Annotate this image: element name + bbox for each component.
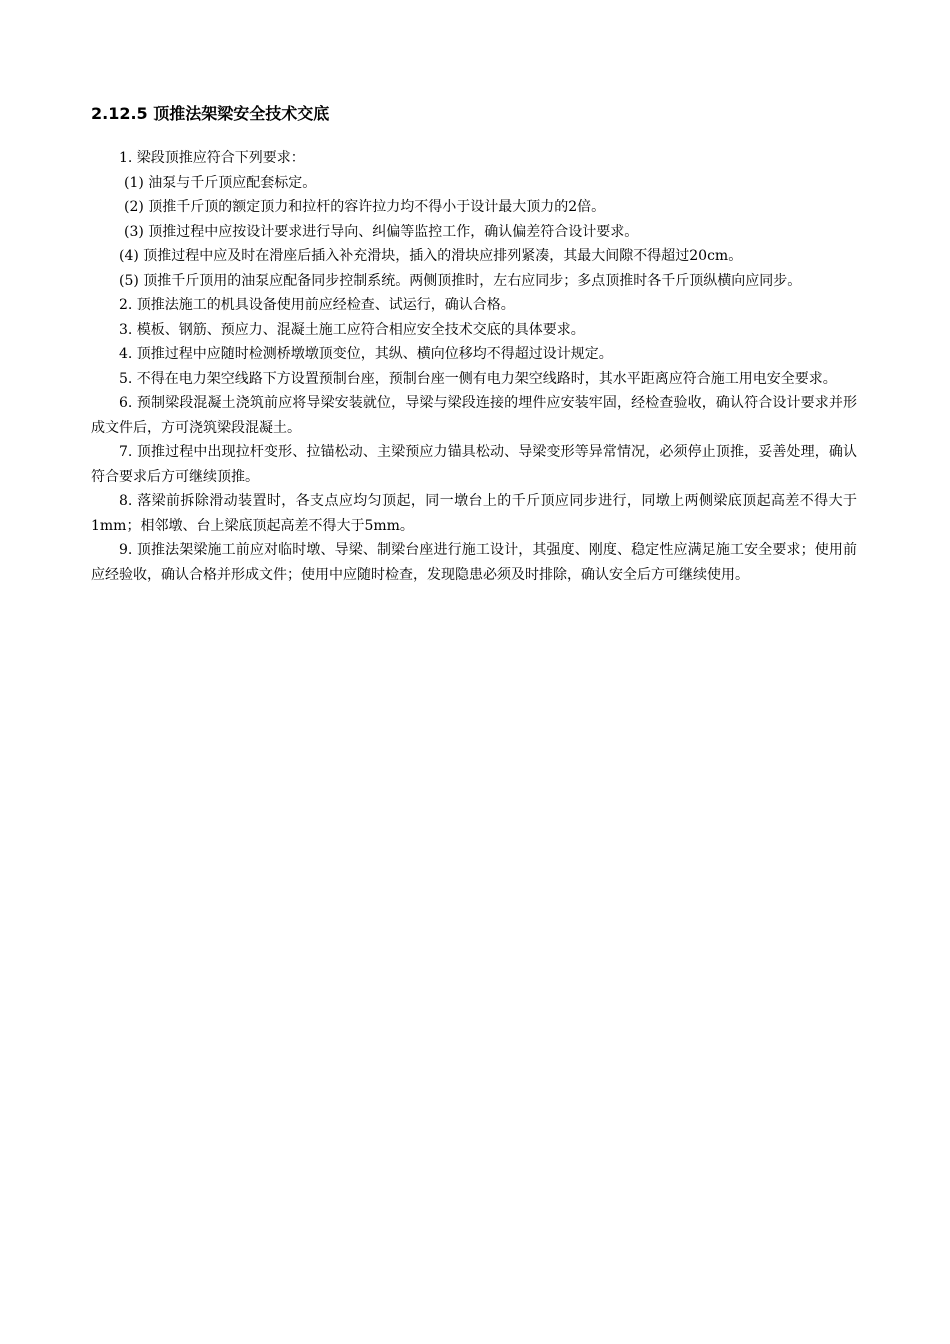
- paragraph-item-8: 8. 落梁前拆除滑动装置时，各支点应均匀顶起，同一墩台上的千斤顶应同步进行，同墩上两侧梁底顶起高差不得大于1mm；相邻墩、台上梁底顶起高差不得大于5mm。: [91, 493, 857, 534]
- paragraph-item-2: 2. 顶推法施工的机具设备使用前应经检查、试运行，确认合格。: [119, 297, 515, 313]
- paragraph-item-5: 5. 不得在电力架空线路下方设置预制台座，预制台座一侧有电力架空线路时，其水平距离应符合施工用电安全要求。: [119, 370, 837, 387]
- paragraph-item-3: 3. 模板、钢筋、预应力、混凝土施工应符合相应安全技术交底的具体要求。: [119, 321, 585, 338]
- paragraph-subitem-2: (2) 顶推千斤顶的额定顶力和拉杆的容许拉力均不得小于设计最大顶力的2倍。: [124, 199, 606, 215]
- paragraph-subitem-1: (1) 油泵与千斤顶应配套标定。: [124, 174, 317, 191]
- paragraph-item-1: 1. 梁段顶推应符合下列要求：: [119, 150, 305, 166]
- paragraph-item-4: 4. 顶推过程中应随时检测桥墩墩顶变位，其纵、横向位移均不得超过设计规定。: [119, 346, 613, 362]
- paragraph-subitem-4: (4) 顶推过程中应及时在滑座后插入补充滑块，插入的滑块应排列紧凑，其最大间隙不得超过20cm。: [119, 248, 743, 264]
- paragraph-item-6: 6. 预制梁段混凝土浇筑前应将导梁安装就位，导梁与梁段连接的埋件应安装牢固，经检查验收，确认符合设计要求并形成文件后，方可浇筑梁段混凝土。: [91, 395, 857, 436]
- paragraph-subitem-3: (3) 顶推过程中应按设计要求进行导向、纠偏等监控工作，确认偏差符合设计要求。: [124, 223, 639, 240]
- paragraph-subitem-5: (5) 顶推千斤顶用的油泵应配备同步控制系统。两侧顶推时，左右应同步；多点顶推时各千斤顶纵横向应同步。: [119, 272, 802, 289]
- section-heading: 2.12.5 顶推法架梁安全技术交底: [91, 104, 330, 123]
- paragraph-item-9: 9. 顶推法架梁施工前应对临时墩、导梁、制梁台座进行施工设计，其强度、刚度、稳定性应满足施工安全要求；使用前应经验收，确认合格并形成文件；使用中应随时检查，发现隐患必须及时排除，确认安全后方可继续使用。: [91, 542, 857, 583]
- paragraph-item-7: 7. 顶推过程中出现拉杆变形、拉锚松动、主梁预应力锚具松动、导梁变形等异常情况，必须停止顶推，妥善处理，确认符合要求后方可继续顶推。: [91, 444, 857, 485]
- document-page: [91, 100, 857, 587]
